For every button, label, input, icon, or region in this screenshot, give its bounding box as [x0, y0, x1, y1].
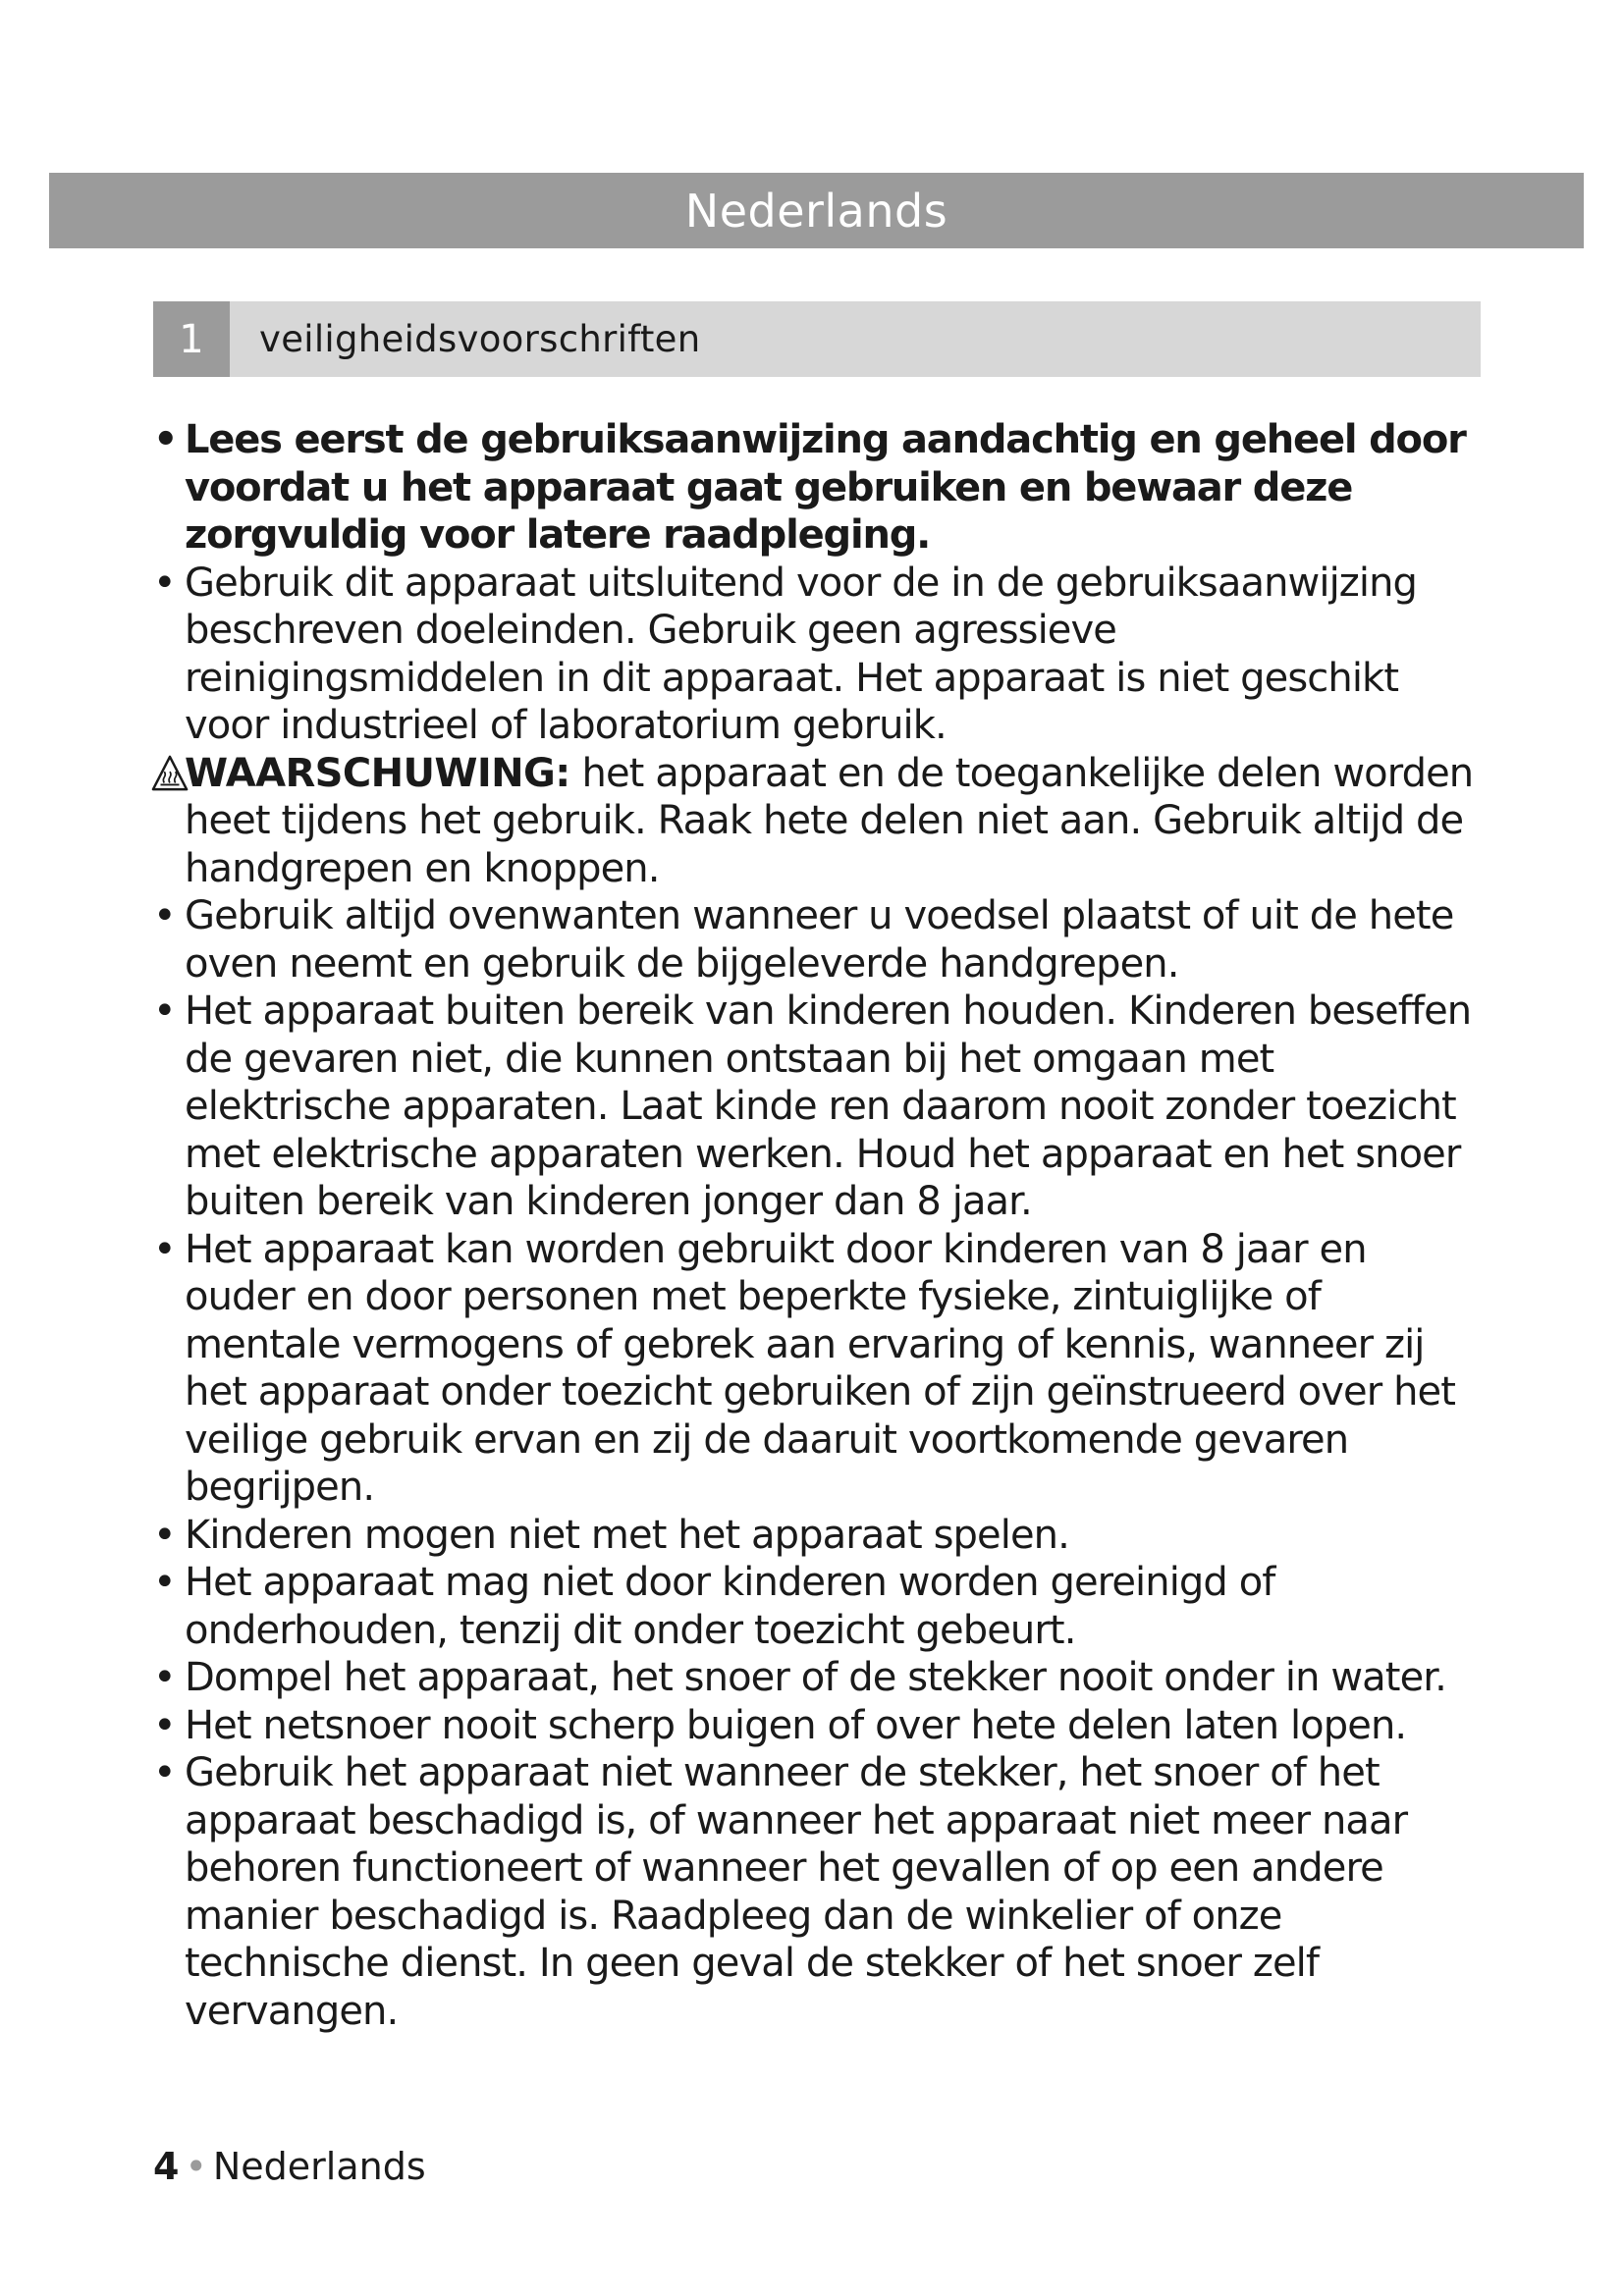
- list-item-text: Het apparaat buiten bereik van kinderen houden. Kinderen beseffen de gevaren niet, die kunnen ontstaan bij het omgaan met elektrische apparaten. Laat kinde ren daarom nooit zonder toezicht met elektrische apparaten werken. Houd het apparaat en het snoer buiten bereik van kinderen jonger dan 8 jaar.: [185, 988, 1472, 1224]
- warning-label: WAARSCHUWING:: [185, 750, 570, 796]
- list-item-text: Het apparaat mag niet door kinderen worden gereinigd of onderhouden, tenzij dit onder toezicht gebeurt.: [185, 1560, 1275, 1653]
- list-item: [153, 988, 1484, 1226]
- safety-instructions-list: [153, 416, 1484, 2035]
- list-item-text: Gebruik het apparaat niet wanneer de stekker, het snoer of het apparaat beschadigd is, of wanneer het apparaat niet meer naar behoren functioneert of wanneer het gevallen of op een andere manier beschadigd is. Raadpleeg dan de winkelier of onze technische dienst. In geen geval de stekker of het snoer zelf vervangen.: [185, 1750, 1408, 2034]
- list-item: [153, 1559, 1484, 1654]
- list-item-text: Dompel het apparaat, het snoer of de stekker nooit onder in water.: [185, 1655, 1446, 1700]
- section-header: [153, 301, 1481, 377]
- bullet: •: [153, 417, 178, 462]
- bullet: •: [153, 1560, 176, 1605]
- list-item: [153, 1702, 1484, 1750]
- list-item: [153, 1654, 1484, 1702]
- language-banner: [49, 173, 1584, 248]
- bullet: •: [153, 1750, 176, 1795]
- bullet: •: [153, 560, 176, 606]
- list-item-text: Lees eerst de gebruiksaanwijzing aandachtig en geheel door voordat u het apparaat gaat gebruiken en bewaar deze zorgvuldig voor latere raadpleging.: [185, 417, 1466, 558]
- language-banner-title: Nederlands: [684, 184, 948, 238]
- section-title: veiligheidsvoorschriften: [259, 318, 701, 360]
- section-number: 1: [153, 301, 230, 377]
- list-item-text: Het apparaat kan worden gebruikt door kinderen van 8 jaar en ouder en door personen met beperkte fysieke, zintuiglijke of mentale vermogens of gebrek aan ervaring of kennis, wanneer zij het apparaat onder toezicht gebruiken of zijn geïnstrueerd over het veilige gebruik ervan en zij de daaruit voortkomende gevaren begrijpen.: [185, 1226, 1456, 1510]
- list-item: [153, 892, 1484, 988]
- list-item: [153, 416, 1484, 560]
- bullet: •: [153, 893, 176, 938]
- list-item-text: Het netsnoer nooit scherp buigen of over hete delen laten lopen.: [185, 1702, 1407, 1748]
- list-item-text: Gebruik altijd ovenwanten wanneer u voedsel plaatst of uit de hete oven neemt en gebruik de bijgeleverde handgrepen.: [185, 893, 1454, 987]
- bullet: •: [153, 1655, 176, 1700]
- list-item: [153, 1512, 1484, 1560]
- page-footer: [153, 2145, 426, 2188]
- bullet: •: [153, 1512, 176, 1558]
- footer-language: Nederlands: [212, 2145, 426, 2188]
- hot-surface-warning-icon: [151, 755, 189, 792]
- list-item-text: Kinderen mogen niet met het apparaat spelen.: [185, 1512, 1069, 1558]
- list-item: [153, 560, 1484, 750]
- warning-item: [153, 750, 1484, 893]
- footer-separator: •: [185, 2145, 207, 2188]
- bullet: •: [153, 988, 176, 1034]
- bullet: •: [153, 1702, 176, 1748]
- page-number: 4: [153, 2145, 180, 2188]
- list-item-text: Gebruik dit apparaat uitsluitend voor de in de gebruiksaanwijzing beschreven doeleinden. Gebruik geen agressieve reinigingsmiddelen in dit apparaat. Het apparaat is niet geschikt voor industrieel of laboratorium gebruik.: [185, 560, 1418, 748]
- list-item: [153, 1749, 1484, 2035]
- list-item: [153, 1226, 1484, 1512]
- warning-text: het apparaat en de toegankelijke delen worden heet tijdens het gebruik. Raak hete delen niet aan. Gebruik altijd de handgrepen en knoppen.: [185, 750, 1474, 891]
- bullet: •: [153, 1226, 176, 1272]
